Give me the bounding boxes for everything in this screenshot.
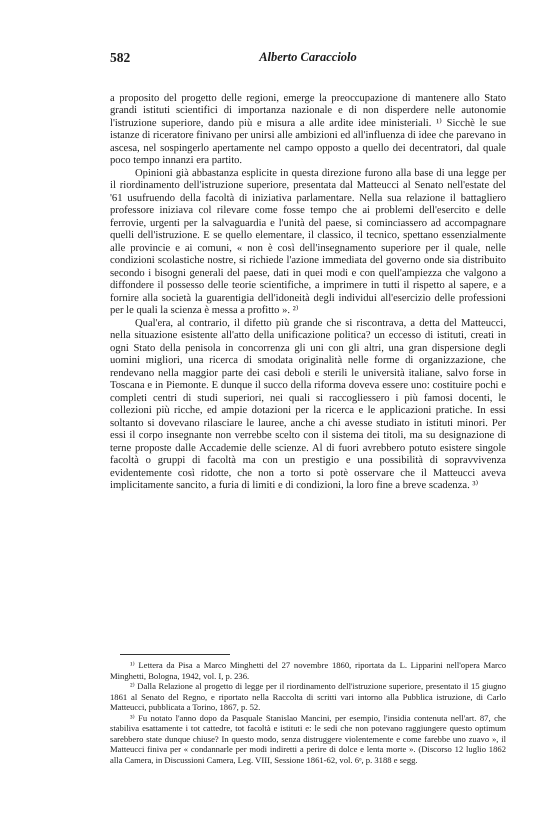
page-number: 582 [110, 50, 131, 65]
body-text [110, 93, 506, 493]
running-head: Alberto Caracciolo [259, 50, 357, 64]
paragraph: Qual'era, al contrario, il difetto più grande che si riscontrava, a detta del Matteucci, nella situazione esistente all'atto della unificazione politica? un eccesso di istituti, creati in ogni Stato della penisola in concorrenza gli uni con gli altri, una gran dispersione degli uomini migliori, una ricerca di smodata originalità nelle forme di organizzazione, che rendevano nella maggior parte dei casi deboli e sterili le università italiane, salvo forse in Toscana e in Piemonte. E dunque il succo della riforma doveva essere uno: costituire pochi e completi centri di studi superiori, nei quali si raccogliessero i più famosi docenti, le collezioni più ricche, ed ampie dotazioni per la ricerca e le applicazioni pratiche. In essi soltanto si dovevano rilasciare le lauree, anche a chi avesse studiato in istituti minori. Per essi il corpo insegnante non verrebbe scelto con il sistema dei titoli, ma su designazione di terne proposte dalle Accademie delle scienze. Al di fuori avrebbero potuto esistere singole facoltà o gruppi di facoltà ma con un prestigio e una possibilità di sopravvivenza evidentemente così ridotte, che non a torto si potè osservare che il Matteucci aveva implicitamente sancito, a furia di limiti e di condizioni, la loro fine a breve scadenza. ³⁾ [110, 317, 506, 492]
page-header [110, 50, 506, 70]
footnote: ²⁾ Dalla Relazione al progetto di legge per il riordinamento dell'istruzione superiore, presentato il 15 giugno 1861 al Senato del Regno, e riportato nella Raccolta di scritti vari intorno alla Pubblica istruzione, di Carlo Matteucci, pubblicata a Torino, 1867, p. 52. [110, 681, 506, 712]
footnotes [110, 660, 506, 765]
footnote-separator [120, 654, 230, 655]
footnote: ³⁾ Fu notato l'anno dopo da Pasquale Stanislao Mancini, per esempio, l'insidia contenuta nell'art. 87, che stabiliva esattamente i tot cattedre, tot facoltà e istituti e: le sedi che non potevano raggiungere questo optimum sarebbero state dunque chiuse? In questo modo, senza distruggere violentemente e come farebbe uno zuavo », il Matteucci finiva per « condannarle per modi indiretti a perire di dolce e lenta morte ». (Discorso 12 luglio 1862 alla Camera, in Discussioni Camera, Leg. VIII, Sessione 1861-62, vol. 6ᵒ, p. 3188 e segg. [110, 712, 506, 765]
paragraph: a proposito del progetto delle regioni, emerge la preoccupazione di mantenere allo Stato grandi istituti scientifici di importanza nazionale e di non disperdere nelle autonomie l'istruzione superiore, dando più e misura a alle ardite idee ministeriali. ¹⁾ Sicchè le sue istanze di riceratore finivano per unirsi alle ambizioni ed all'influenza di idee che parevano in ascesa, nel sospingerlo apertamente nel campo opposto a quello dei decentratori, dal quale poco tempo innanzi era partito. [110, 93, 506, 167]
footnote: ¹⁾ Lettera da Pisa a Marco Minghetti del 27 novembre 1860, riportata da L. Lipparini nell'opera Marco Minghetti, Bologna, 1942, vol. I, p. 236. [110, 660, 506, 681]
paragraph: Opinioni già abbastanza esplicite in questa direzione furono alla base di una legge per il riordinamento dell'istruzione superiore, presentata dal Matteucci al Senato nell'estate del '61 usufruendo della facoltà di iniziativa parlamentare. Nella sua relazione il battagliero professore iniziava col rilevare come fosse tempo che ai problemi dell'esercito e delle ferrovie, urgenti per la salvaguardia e l'unità del paese, si cominciassero ad accompagnare quelli dell'istruzione. E se quello elementare, il classico, il tecnico, spettano essenzialmente alle provincie e ai comuni, « non è così dell'insegnamento superiore per il quale, nelle condizioni scolastiche nostre, si richiede l'azione immediata del governo onde sia distribuito secondo i bisogni generali del paese, dati in quei modi e con quell'ampiezza che valgono a diffondere il possesso delle teorie scientifiche, a imprimere in tutti il rispetto al sapere, e a fornire alla società la guarentigia dell'idoneità degli individui all'esercizio delle professioni per le quali la scienza è messa a profitto ». ²⁾ [110, 167, 506, 317]
